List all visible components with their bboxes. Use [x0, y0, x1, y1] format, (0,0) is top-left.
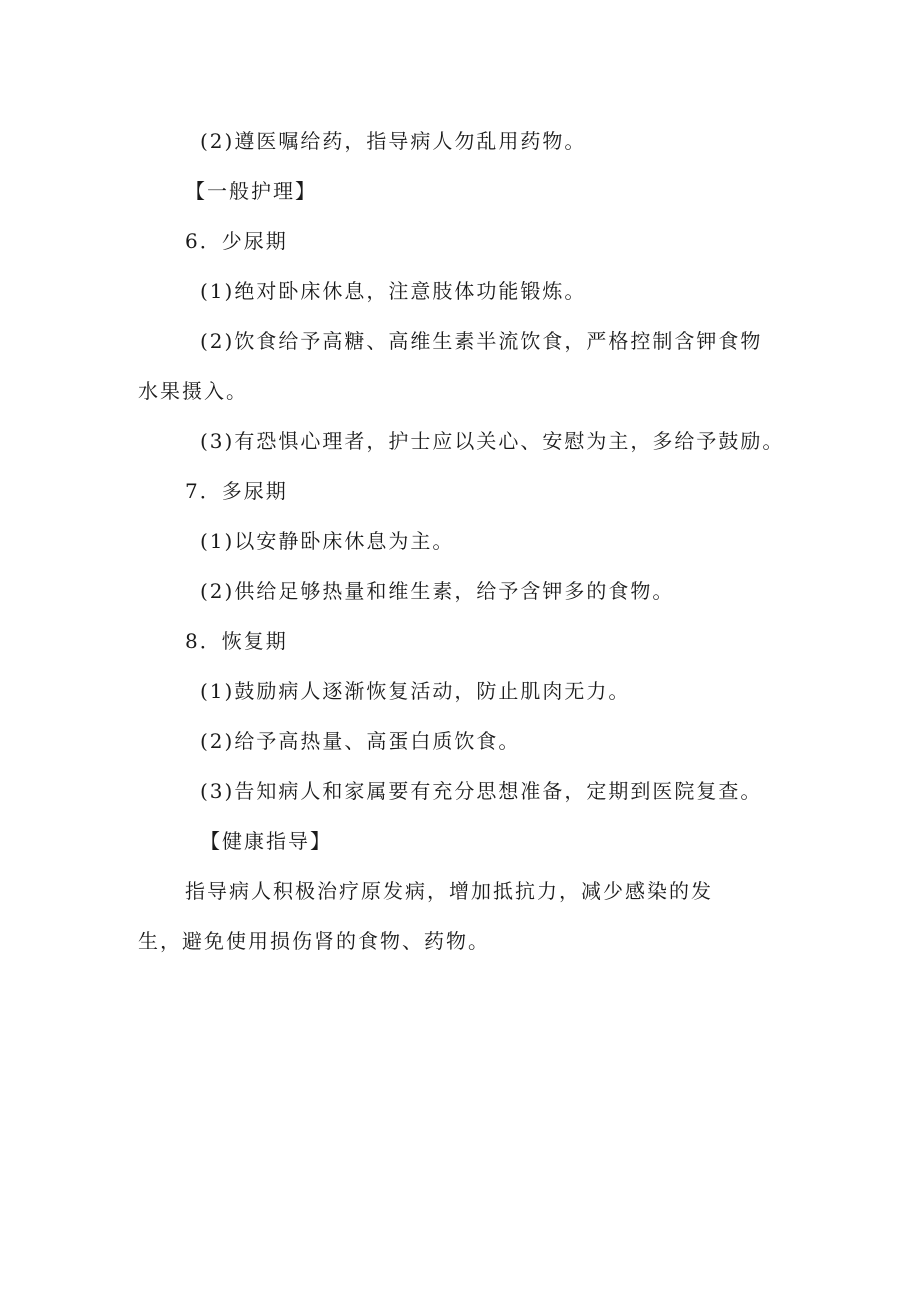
text-line: (2)饮食给予高糖、高维生素半流饮食，严格控制含钾食物 [200, 329, 763, 353]
text-line: (3)有恐惧心理者，护士应以关心、安慰为主，多给予鼓励。 [200, 429, 785, 453]
text-line: 生，避免使用损伤肾的食物、药物。 [138, 929, 490, 953]
text-line: (1)以安静卧床休息为主。 [200, 529, 455, 553]
text-line: (1)鼓励病人逐渐恢复活动，防止肌肉无力。 [200, 679, 631, 703]
text-line: (1)绝对卧床休息，注意肢体功能锻炼。 [200, 279, 587, 303]
section-heading: 【健康指导】 [200, 829, 332, 853]
subsection-heading: 6．少尿期 [185, 229, 288, 253]
text-line: (2)供给足够热量和维生素，给予含钾多的食物。 [200, 579, 675, 603]
text-line: (2)遵医嘱给药，指导病人勿乱用药物。 [200, 129, 587, 153]
section-heading: 【一般护理】 [185, 179, 317, 203]
text-line: (2)给予高热量、高蛋白质饮食。 [200, 729, 521, 753]
subsection-heading: 8．恢复期 [185, 629, 288, 653]
subsection-heading: 7．多尿期 [185, 479, 288, 503]
text-line: 指导病人积极治疗原发病，增加抵抗力，减少感染的发 [185, 879, 713, 903]
text-line: 水果摄入。 [138, 379, 248, 403]
text-line: (3)告知病人和家属要有充分思想准备，定期到医院复查。 [200, 779, 763, 803]
